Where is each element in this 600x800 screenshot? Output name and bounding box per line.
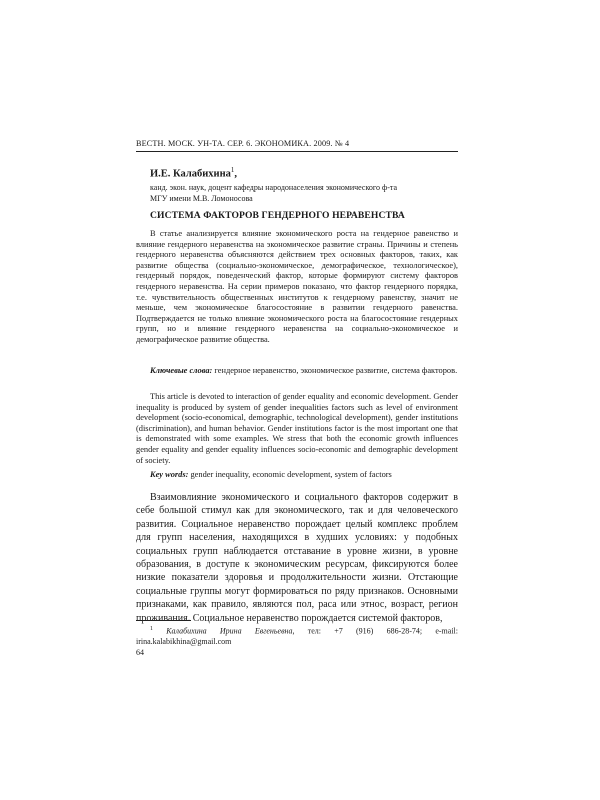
keywords-english — [136, 470, 458, 481]
page-number: 64 — [136, 648, 144, 657]
affiliation-line-2: МГУ имени М.В. Ломоносова — [150, 193, 253, 203]
abstract-russian: В статье анализируется влияние экономического роста на гендерное равенство и влияние гендерного неравенства на экономическое развитие страны. Причины и степень гендерного неравенства объясняются действием трех основных факторов, таких, как развитие общества (социально-экономическое, демографическое, технологическое), гендерный порядок, поведенческий фактор, которые формируют систему факторов гендерного неравенства. На серии примеров показано, что фактор гендерного порядка, т.е. чувствительность общественных институтов к гендерному равенству, значит не меньше, чем экономическое благосостояние в развитии гендерного равенства. Подтверждается не только влияние экономического роста на благосостояние гендерных групп, но и влияние гендерного неравенства на социально-экономическое и демографическое развитие общества. — [136, 229, 458, 344]
author-footnote-mark: 1 — [230, 166, 235, 174]
running-head: ВЕСТН. МОСК. УН-ТА. СЕР. 6. ЭКОНОМИКА. 2009. № 4 — [136, 139, 350, 148]
author-name-suffix: , — [234, 168, 238, 180]
affiliation-line-1: канд. экон. наук, доцент кафедры народонаселения экономического ф-та — [150, 183, 397, 192]
keywords-english-text: gender inequality, economic development, system of factors — [188, 470, 392, 479]
author-affiliation — [150, 183, 450, 204]
header-rule — [136, 151, 458, 152]
keywords-russian-label: Ключевые слова: — [150, 366, 213, 375]
article-title: СИСТЕМА ФАКТОРОВ ГЕНДЕРНОГО НЕРАВЕНСТВА — [150, 210, 405, 221]
author-name-line — [150, 166, 237, 180]
abstract-english: This article is devoted to interaction of gender equality and economic development. Gender inequality is produced by system of gender inequalities factors such as level of environment development (socio-economical, demographic, technological development), gender institutions (discrimination), and human behavior. Gender institutions factor is the most important one that is demonstrated with some examples. We stress that both the economic growth influences gender equality and gender equality influences socio-economic and demographic development of society. — [136, 392, 458, 465]
keywords-english-label: Key words: — [150, 470, 189, 479]
footnote-mark: 1 — [150, 626, 153, 632]
footnote — [136, 624, 458, 648]
footnote-author-name: Калабихина Ирина Евгеньевна — [166, 626, 293, 636]
keywords-russian — [136, 366, 458, 377]
keywords-russian-text: гендерное неравенство, экономическое развитие, система факторов. — [212, 366, 458, 375]
author-name: И.Е. Калабихина — [150, 168, 231, 180]
footnote-rule — [136, 620, 191, 621]
body-paragraph: Взаимовлияние экономического и социального факторов содержит в себе большой стимул как для экономического, так и для человеческого развития. Социальное неравенство порождает целый комплекс проблем для групп населения, находящихся в худших условиях: у подобных социальных групп наблюдается отставание в уровне жизни, в уровне образования, в доступе к экономическим ресурсам, фиксируются более низкие показатели здоровья и продолжительности жизни. Отстающие социальные группы могут формироваться по ряду признаков. Основными признаками, как правило, являются пол, раса или этнос, возраст, регион проживания. Социальное неравенство порождается системой факторов, — [136, 492, 458, 624]
footnote-contact: , тел: +7 (916) 686-28-74; e-mail: irina.kalabikhina@gmail.com — [136, 626, 459, 647]
